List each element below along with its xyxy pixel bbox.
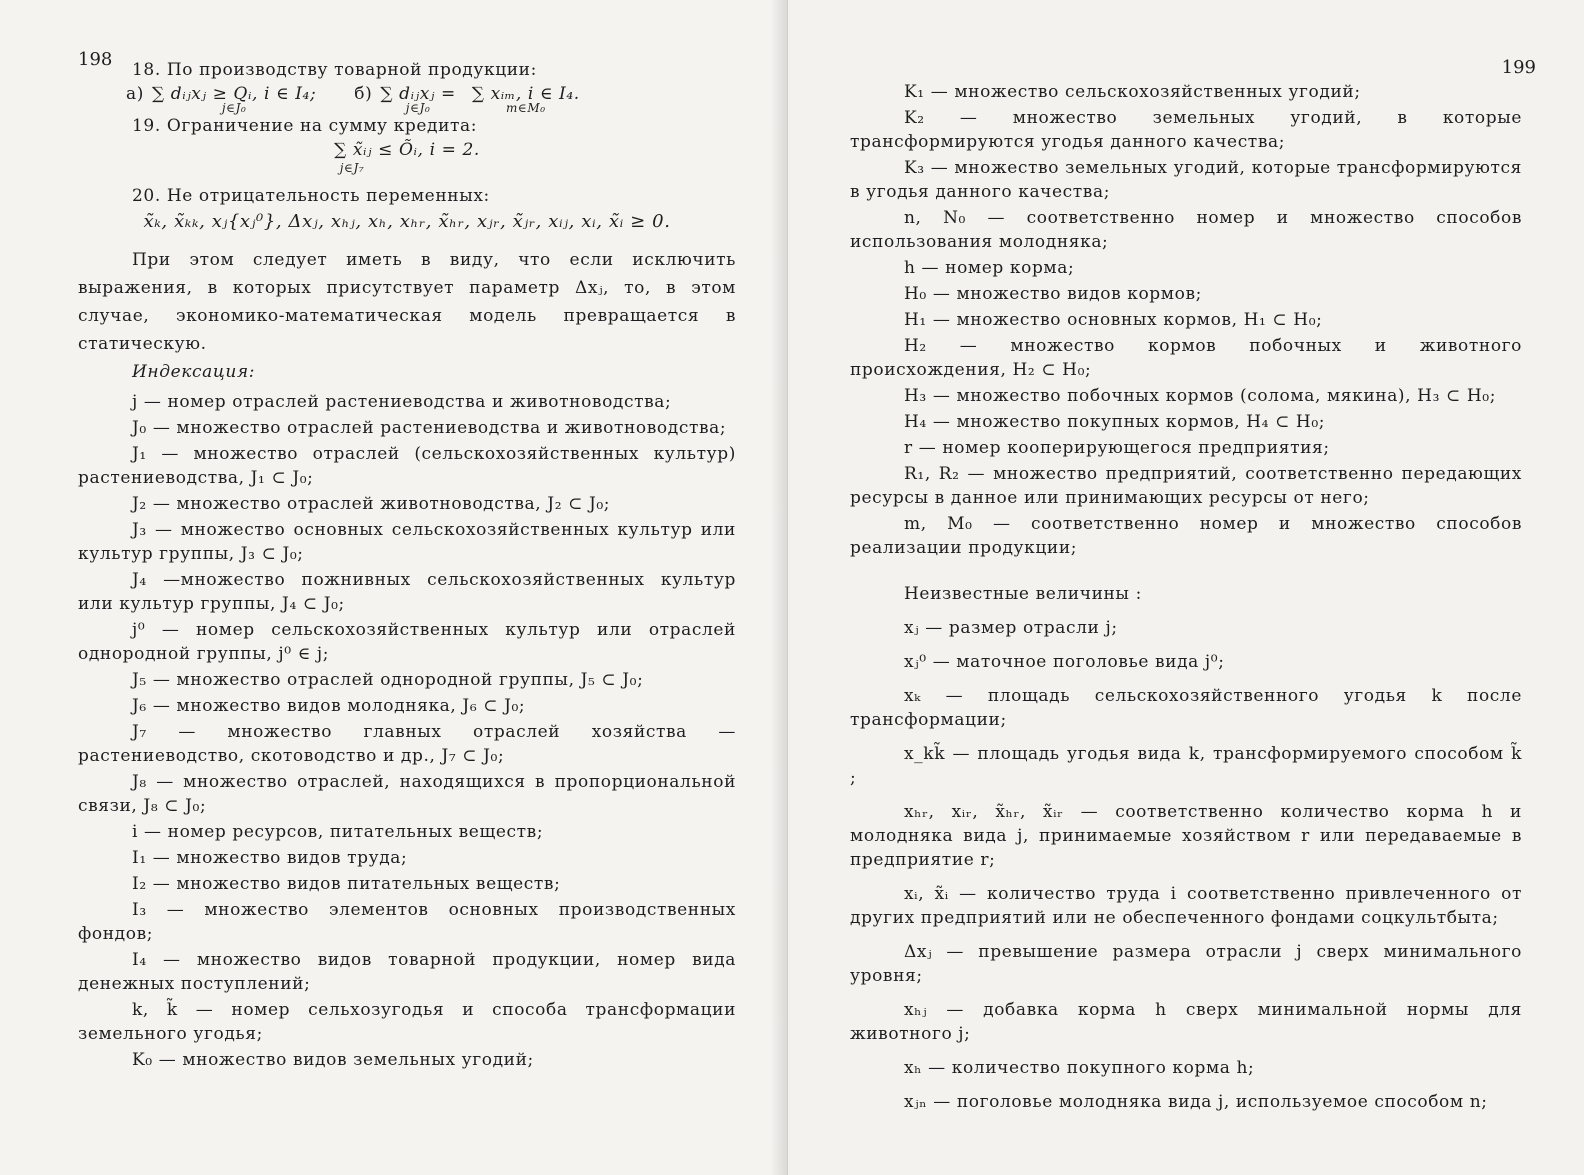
formula-18b-right — [472, 82, 580, 114]
unknown-entry: xₖ — площадь сельскохозяйственного угодья k после трансформации; — [850, 686, 1522, 730]
index-entry: J₇ — множество главных отраслей хозяйства — растениеводство, скотоводство и др., J₇ ⊂ J₀; — [78, 722, 736, 766]
index-entry: H₄ — множество покупных кормов, H₄ ⊂ H₀; — [904, 412, 1326, 432]
formula-18b-expr: ∑ dᵢⱼxⱼ = — [380, 84, 456, 104]
formula-19-under: j∈J₇ — [339, 161, 365, 175]
right-page — [788, 0, 1584, 1175]
formula-18b-label: б) — [354, 84, 373, 104]
index-entry: I₄ — множество видов товарной продукции, номер вида денежных поступлений; — [78, 950, 736, 994]
formula-18b-expr2: ∑ xᵢₘ, i ∈ I₄. — [471, 84, 580, 104]
heading-unknowns: Неизвестные величины : — [904, 584, 1142, 604]
formula-18b-under: j∈J₀ — [405, 101, 431, 115]
index-entry: H₀ — множество видов кормов; — [904, 284, 1202, 304]
formula-20: x̃ₖ, x̃ₖₖ, xⱼ{xⱼ⁰}, Δxⱼ, xₕⱼ, xₕ, xₕᵣ, x̃ₕᵣ, xⱼᵣ, x̃ⱼᵣ, xᵢⱼ, xᵢ, x̃ᵢ ≥ 0. — [143, 211, 671, 232]
unknown-entry: xᵢ, x̃ᵢ — количество труда i соответственно привлеченного от других предприятий или не обеспеченного фондами соцкультбыта; — [850, 884, 1522, 928]
formula-18b-under2: m∈M₀ — [505, 101, 546, 115]
unknown-entry: Δxⱼ — превышение размера отрасли j сверх минимального уровня; — [850, 942, 1522, 986]
page-number-left: 198 — [78, 49, 113, 70]
index-entry: H₁ — множество основных кормов, H₁ ⊂ H₀; — [904, 310, 1323, 330]
item-19-heading: 19. Ограничение на сумму кредита: — [132, 116, 478, 136]
paragraph-static-model: При этом следует иметь в виду, что если исключить выражения, в которых присутствует параметр Δxⱼ, то, в этом случае, экономико-математическая модель превращается в статическую. — [78, 250, 736, 354]
unknown-entry: xₕⱼ — добавка корма h сверх минимальной нормы для животного j; — [850, 1000, 1522, 1044]
index-entry: k, k̃ — номер сельхозугодья и способа трансформации земельного угодья; — [78, 1000, 736, 1044]
index-list-continued — [850, 80, 1522, 560]
index-entry: n, N₀ — соответственно номер и множество способов использования молодняка; — [850, 208, 1522, 252]
index-entry: J₄ —множество пожнивных сельскохозяйственных культур или культур группы, J₄ ⊂ J₀; — [78, 570, 736, 614]
indexation-list — [78, 390, 736, 1072]
index-entry: K₀ — множество видов земельных угодий; — [132, 1050, 534, 1070]
index-entry: J₈ — множество отраслей, находящихся в пропорциональной связи, J₈ ⊂ J₀; — [78, 772, 736, 816]
index-entry: I₃ — множество элементов основных производственных фондов; — [78, 900, 736, 944]
formula-19 — [78, 138, 736, 174]
unknown-entry: xⱼ⁰ — маточное поголовье вида j⁰; — [904, 652, 1225, 672]
unknown-entry: xⱼₙ — поголовье молодняка вида j, используемое способом n; — [904, 1092, 1488, 1112]
formula-18a-label: а) — [126, 84, 144, 104]
index-entry: J₅ — множество отраслей однородной группы, J₅ ⊂ J₀; — [132, 670, 644, 690]
page-number-right: 199 — [1501, 57, 1536, 78]
unknown-entry: x_kk̃ — площадь угодья вида k, трансформируемого способом k̃ ; — [850, 744, 1522, 788]
formula-18a-under: j∈J₀ — [221, 101, 247, 115]
index-entry: K₁ — множество сельскохозяйственных угодий; — [904, 82, 1361, 102]
item-18-heading: 18. По производству товарной продукции: — [132, 60, 537, 80]
index-entry: H₃ — множество побочных кормов (солома, мякина), H₃ ⊂ H₀; — [904, 386, 1497, 406]
index-entry: m, M₀ — соответственно номер и множество способов реализации продукции; — [850, 514, 1522, 558]
index-entry: j — номер отраслей растениеводства и животноводства; — [132, 392, 672, 412]
index-entry: K₂ — множество земельных угодий, в которые трансформируются угодья данного качества; — [850, 108, 1522, 152]
formula-18a — [152, 82, 316, 114]
unknown-entry: xₕ — количество покупного корма h; — [904, 1058, 1255, 1078]
formula-18 — [78, 82, 736, 114]
index-entry: J₂ — множество отраслей животноводства, J₂ ⊂ J₀; — [132, 494, 611, 514]
index-entry: i — номер ресурсов, питательных веществ; — [132, 822, 544, 842]
unknown-entry: xₕᵣ, xᵢᵣ, x̃ₕᵣ, x̃ᵢᵣ — соответственно количество корма h и молодняка вида j, принимаемые хозяйством r или передаваемые в предприятие r; — [850, 802, 1522, 870]
unknowns-list — [850, 616, 1522, 1114]
index-entry: h — номер корма; — [904, 258, 1075, 278]
index-entry: J₃ — множество основных сельскохозяйственных культур или культур группы, J₃ ⊂ J₀; — [78, 520, 736, 564]
formula-19-expr: ∑ x̃ᵢⱼ ≤ Õᵢ, i = 2. — [334, 140, 480, 160]
unknown-entry: xⱼ — размер отрасли j; — [904, 618, 1118, 638]
index-entry: j⁰ — номер сельскохозяйственных культур или отраслей однородной группы, j⁰ ∈ j; — [78, 620, 736, 664]
index-entry: J₆ — множество видов молодняка, J₆ ⊂ J₀; — [132, 696, 526, 716]
index-entry: K₃ — множество земельных угодий, которые трансформируются в угодья данного качества; — [850, 158, 1522, 202]
index-entry: R₁, R₂ — множество предприятий, соответственно передающих ресурсы в данное или принимающих ресурсы от него; — [850, 464, 1522, 508]
index-entry: J₁ — множество отраслей (сельскохозяйственных культур) растениеводства, J₁ ⊂ J₀; — [78, 444, 736, 488]
heading-indexation: Индексация: — [132, 362, 256, 382]
index-entry: I₂ — множество видов питательных веществ; — [132, 874, 561, 894]
index-entry: H₂ — множество кормов побочных и животного происхождения, H₂ ⊂ H₀; — [850, 336, 1522, 380]
item-20-heading: 20. Не отрицательность переменных: — [132, 186, 490, 206]
left-page — [0, 0, 788, 1175]
index-entry: I₁ — множество видов труда; — [132, 848, 408, 868]
index-entry: J₀ — множество отраслей растениеводства и животноводства; — [132, 418, 727, 438]
formula-18b — [380, 82, 455, 114]
formula-18a-expr: ∑ dᵢⱼxⱼ ≥ Qᵢ, i ∈ I₄; — [151, 84, 317, 104]
index-entry: r — номер кооперирующегося предприятия; — [904, 438, 1330, 458]
